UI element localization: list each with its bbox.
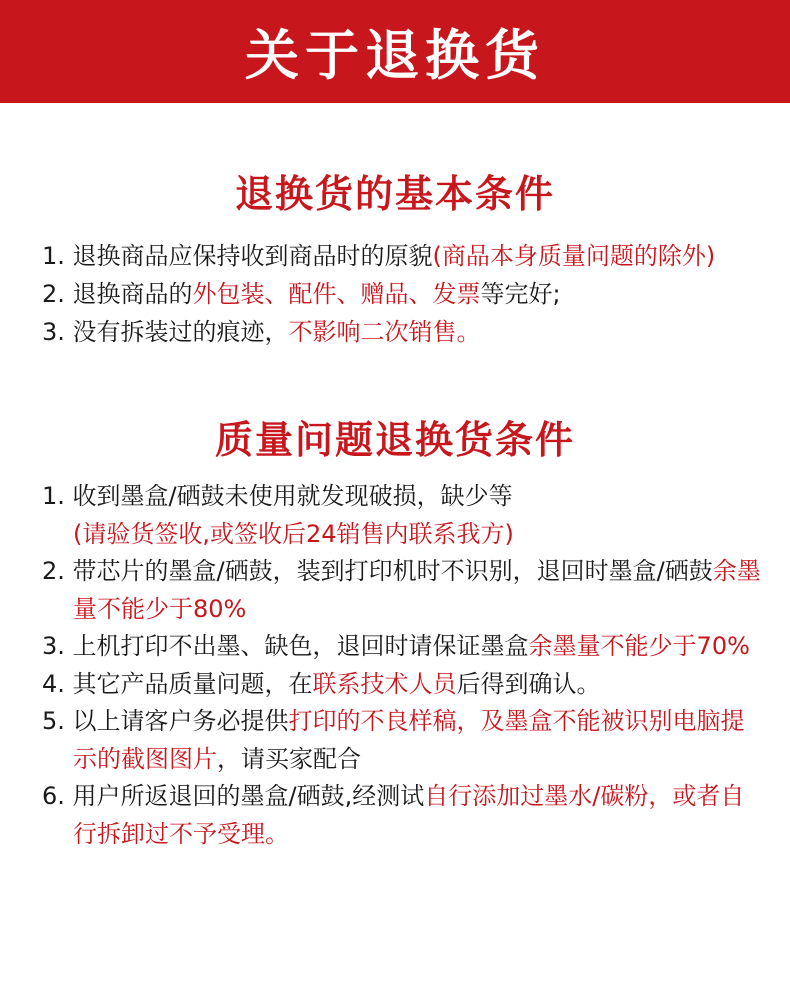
item-text: 其它产品质量问题，在 (72, 669, 313, 698)
item-text: 用户所返退回的墨盒/硒鼓,经测试 (72, 782, 425, 810)
item-text: 退换商品应保持收到商品时的原貌 (72, 242, 433, 270)
item-highlight: 余墨量不能少于80% (73, 557, 761, 623)
item-text: 上机打印不出墨、缺色，退回时请保证墨盒 (72, 632, 529, 660)
list-item (42, 778, 768, 853)
item-highlight: (商品本身质量问题的除外) (432, 242, 716, 270)
list-item (42, 553, 768, 628)
item-number: 3. (42, 632, 65, 660)
item-number: 6. (42, 782, 65, 810)
item-text: 没有拆装过的痕迹， (72, 318, 289, 346)
item-text-tail: 等完好; (480, 280, 561, 308)
list-item (42, 628, 768, 666)
list-item (42, 703, 768, 778)
item-highlight: 自行添加过墨水/碳粉，或者自行拆卸过不予受理。 (73, 782, 745, 848)
item-text: 以上请客户务必提供 (72, 707, 289, 735)
item-text: 退换商品的 (72, 280, 193, 308)
header-banner (0, 0, 790, 103)
item-text: 收到墨盒/硒鼓未使用就发现破损，缺少等 (72, 482, 513, 510)
item-text-tail: ，请买家配合 (217, 744, 361, 773)
item-highlight: 不影响二次销售。 (288, 318, 481, 346)
list-item (42, 238, 768, 275)
item-number: 4. (42, 669, 65, 698)
item-highlight: 联系技术人员 (312, 669, 457, 698)
item-number: 5. (42, 707, 65, 735)
item-number: 2. (42, 557, 65, 585)
item-highlight: 外包装、配件、赠品、发票 (192, 280, 481, 308)
item-number: 3. (42, 318, 65, 346)
item-highlight: (请验货签收,或签收后24销售内联系我方) (73, 519, 514, 548)
quality-conditions-list (0, 478, 790, 853)
item-number: 2. (42, 280, 65, 308)
item-highlight: 打印的不良样稿，及墨盒不能被识别电脑提示的截图图片 (73, 707, 745, 773)
item-text-tail: 后得到确认。 (456, 669, 601, 698)
list-item (42, 478, 768, 553)
item-number: 1. (42, 482, 65, 510)
item-text: 带芯片的墨盒/硒鼓，装到打印机时不识别，退回时墨盒/硒鼓 (72, 557, 713, 585)
section-title-basic: 退换货的基本条件 (234, 172, 555, 216)
basic-conditions-list (0, 238, 790, 351)
list-item (42, 666, 768, 704)
item-number: 1. (42, 242, 65, 270)
item-highlight: 余墨量不能少于70% (528, 632, 750, 660)
list-item (42, 276, 768, 313)
section-title-quality: 质量问题退换货条件 (214, 418, 575, 462)
list-item (42, 314, 768, 351)
page-title: 关于退换货 (245, 24, 545, 87)
